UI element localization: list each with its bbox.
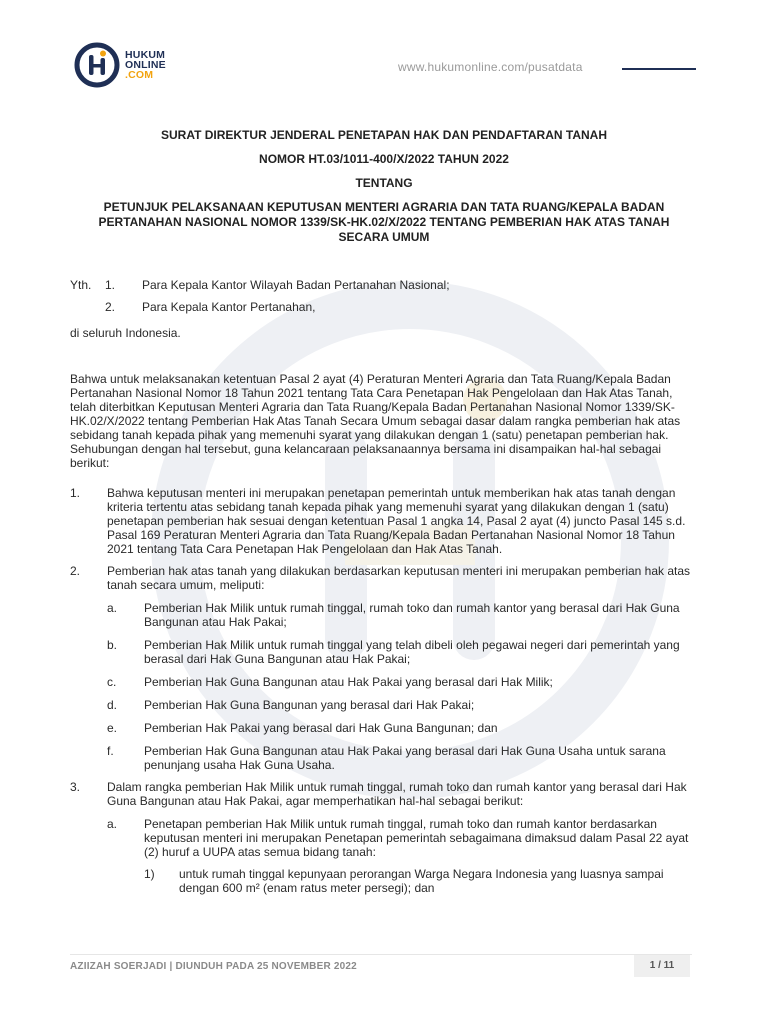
item-number: 3.: [70, 780, 81, 794]
logo-line-2: ONLINE: [125, 59, 166, 71]
sub-item-text: Pemberian Hak Pakai yang berasal dari Hak Guna Bangunan; dan: [144, 721, 498, 735]
sub-item: [107, 675, 695, 689]
sub-item-letter: f.: [107, 744, 114, 758]
sub-item-letter: d.: [107, 698, 118, 712]
points-list: [70, 486, 695, 903]
footer-divider: [70, 954, 692, 955]
sub-item-letter: e.: [107, 721, 118, 735]
download-info: AZIIZAH SOERJADI | DIUNDUH PADA 25 NOVEMBER 2022: [70, 961, 357, 972]
sub-item: [107, 721, 695, 735]
logo-wordmark: [125, 50, 166, 80]
title-line-3: TENTANG: [355, 176, 413, 190]
addressee-item: [70, 300, 690, 322]
sub-item-text: Pemberian Hak Guna Bangunan atau Hak Pakai yang berasal dari Hak Guna Usaha untuk sarana penunjang usaha Hak Guna Usaha.: [144, 744, 666, 772]
page-indicator: 1 / 11: [634, 955, 690, 977]
title-line-4c: SECARA UMUM: [338, 230, 430, 244]
item-text: Dalam rangka pemberian Hak Milik untuk rumah tinggal, rumah toko dan rumah kantor yang berasal dari Hak Guna Bangunan atau Hak Pakai, agar memperhatikan hal-hal sebagai berikut:: [107, 780, 687, 808]
list-item: [70, 564, 695, 772]
title-line-2: NOMOR HT.03/1011-400/X/2022 TAHUN 2022: [259, 152, 509, 166]
sub-sub-item: [144, 867, 695, 895]
hukumonline-logo[interactable]: [73, 40, 203, 90]
sub-item-text: Pemberian Hak Milik untuk rumah tinggal, rumah toko dan rumah kantor yang berasal dari Hak Guna Bangunan atau Hak Pakai;: [144, 601, 680, 629]
title-line-4: [75, 200, 693, 245]
sub-item-text: Pemberian Hak Guna Bangunan atau Hak Pakai yang berasal dari Hak Milik;: [144, 675, 553, 689]
logo-line-3: .COM: [125, 69, 154, 81]
addressee-item: [70, 278, 690, 300]
sub-item: [107, 638, 695, 666]
addressee-text: Para Kepala Kantor Wilayah Badan Pertanahan Nasional;: [142, 278, 450, 292]
document-title: [75, 128, 693, 245]
addressee-tail: di seluruh Indonesia.: [70, 326, 181, 340]
sub-item-text: Pemberian Hak Milik untuk rumah tinggal yang telah dibeli oleh pegawai negeri dari pemerintah yang berasal dari Hak Guna Bangunan atau Hak Pakai;: [144, 638, 680, 666]
item-number: 1.: [70, 486, 81, 500]
sub-item-letter: a.: [107, 601, 118, 615]
yth-label: Yth.: [70, 278, 92, 292]
addressee-block: [70, 278, 690, 322]
sub-item: [107, 601, 695, 629]
item-text: Pemberian hak atas tanah yang dilakukan berdasarkan keputusan menteri ini merupakan pemberian hak atas tanah secara umum, meliputi:: [107, 564, 691, 592]
site-url-link[interactable]: www.hukumonline.com/pusatdata: [398, 60, 583, 74]
sub-item: [107, 744, 695, 772]
item-number: 2.: [70, 564, 81, 578]
sub-sub-item-text: untuk rumah tinggal kepunyaan perorangan Warga Negara Indonesia yang luasnya sampai dengan 600 m² (enam ratus meter persegi); dan: [179, 867, 664, 895]
item-text: Bahwa keputusan menteri ini merupakan penetapan pemerintah untuk memberikan hak atas tanah dengan kriteria tertentu atas sebidang tanah kepada pihak yang memenuhi syarat yang dilakukan dengan 1 (satu) penetapan pemberian hak sesuai dengan ketentuan Pasal 1 angka 14, Pasal 2 ayat (4) juncto Pasal 145 s.d. Pasal 169 Peraturan Menteri Agraria dan Tata Ruang/Kepala Badan Pertanahan Nasional Nomor 18 Tahun 2021 tentang Tata Cara Penetapan Hak Pengelolaan dan Hak Atas Tanah.: [107, 486, 686, 556]
sub-item: [107, 698, 695, 712]
sub-item-letter: b.: [107, 638, 118, 652]
sub-sub-item-number: 1): [144, 867, 155, 881]
title-line-1: SURAT DIREKTUR JENDERAL PENETAPAN HAK DAN PENDAFTARAN TANAH: [160, 128, 607, 142]
sub-item-text: Pemberian Hak Guna Bangunan yang berasal dari Hak Pakai;: [144, 698, 475, 712]
sub-item-letter: c.: [107, 675, 117, 689]
hukumonline-logo-icon: [73, 41, 121, 89]
header-divider: [622, 68, 696, 70]
logo-line-1: HUKUM: [125, 49, 166, 61]
title-line-4a: PETUNJUK PELAKSANAAN KEPUTUSAN MENTERI AGRARIA DAN TATA RUANG/KEPALA BADAN: [103, 200, 665, 214]
intro-paragraph: Bahwa untuk melaksanakan ketentuan Pasal 2 ayat (4) Peraturan Menteri Agraria dan Tata Ruang/Kepala Badan Pertanahan Nasional Nomor 18 Tahun 2021 tentang Tata Cara Penetapan Hak Pengelolaan dan Hak Atas Tanah, telah diterbitkan Keputusan Menteri Agraria dan Tata Ruang/Kepala Badan Pertanahan Nasional Nomor 1339/SK-HK.02/X/2022 tentang Pemberian Hak Atas Tanah Secara Umum sebagai dasar dalam rangka pemberian hak atas sebidang tanah kepada pihak yang memenuhi syarat yang dilakukan dengan 1 (satu) penetapan pemberian hak. Sehubungan dengan hal tersebut, guna kelancaraan pelaksanaannya bersama ini disampaikan hal-hal sebagai berikut:: [70, 372, 681, 470]
sub-item-text: Penetapan pemberian Hak Milik untuk rumah tinggal, rumah toko dan rumah kantor berdasarkan keputusan menteri ini merupakan Penetapan pemerintah sebagaimana dimaksud dalam Pasal 22 ayat (2) huruf a UUPA atas semua bidang tanah:: [144, 817, 689, 859]
sub-item-letter: a.: [107, 817, 118, 831]
list-item: [70, 486, 695, 556]
list-item: [70, 780, 695, 895]
addressee-text: Para Kepala Kantor Pertanahan,: [142, 300, 316, 314]
addressee-number: 2.: [105, 300, 116, 314]
sub-item: [107, 817, 695, 895]
title-line-4b: PERTANAHAN NASIONAL NOMOR 1339/SK-HK.02/X/2022 TENTANG PEMBERIAN HAK ATAS TANAH: [98, 215, 670, 229]
addressee-number: 1.: [105, 278, 116, 292]
